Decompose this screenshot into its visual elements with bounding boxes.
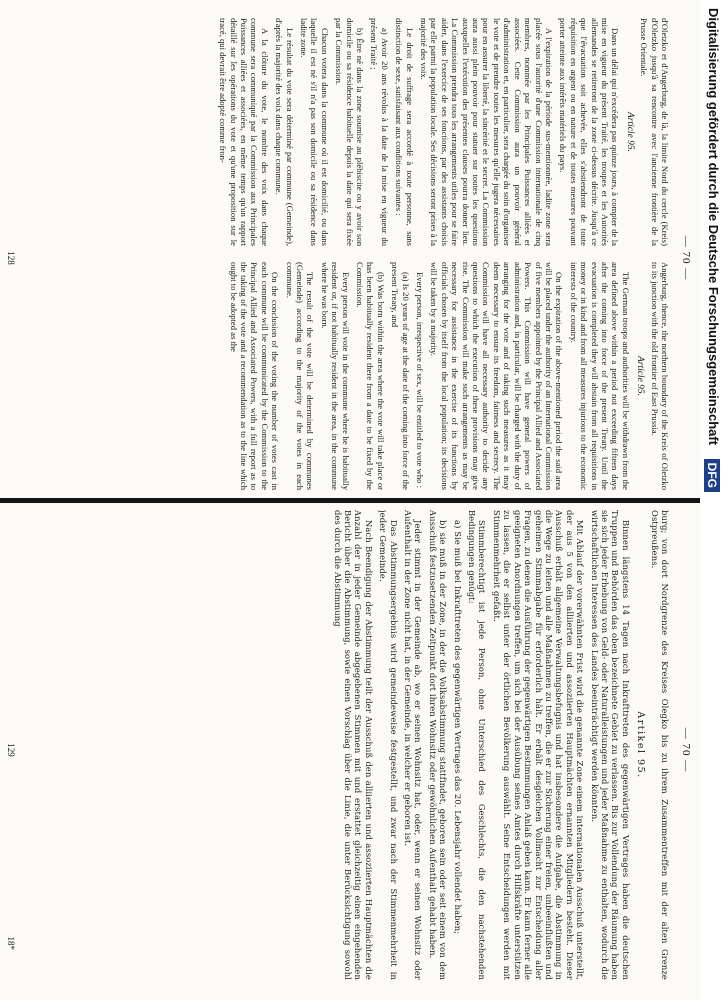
paragraph: Stimmberechtigt ist jede Person, ohne Unterschied des Geschlechts, die den nachstehenden Bedingungen genügt:	[467, 510, 488, 980]
paragraph: On the conclusion of the voting the number of votes cast in each commune will be communicated by the Commission to the Principal Allied and Associated Powers, with a full report as to the taking of the vote and a recommendation as to the line which ought to be adopted as the	[228, 262, 281, 490]
paragraph: Dans un délai qui n'excédera pas quinze jours, à compter de la mise en vigueur du présent Traité, les troupes et les Autorités allemandes se retireront de la zone ci-dessus décrite. Jusqu'à ce que l'évacuation soit achevée, elles s'abstiendront de toute réquisition en argent ou en nature et de toutes mesures pouvant porter atteinte aux intérêts matériels du pays.	[558, 18, 621, 246]
paragraph: Jeder stimmt in der Gemeinde ab, wo er seinen Wohnsitz hat, oder, wenn er seinen Wohnsitz oder Aufenthalt in der Zone nicht hat, in der Gemeinde, in welcher er geboren ist.	[403, 510, 424, 980]
article-heading: Artikel 95.	[635, 711, 647, 779]
paragraph: A la clôture du vote, le nombre des voix dans chaque commune sera communiqué par la Commission aux Principales Puissances alliées et associées, en même temps qu'un rapport détaillé sur les opérations du vote et qu'une proposition sur le tracé, qui devrait être adopté comme fron-	[218, 18, 270, 246]
article-heading: Article 95.	[635, 355, 646, 397]
paragraph: b) sie muß in der Zone, in der die Volksabstimmung stattfindet, geboren sein oder seit einem von dem Ausschuß festzusetzenden Zeitpunkt dort ihren Wohnsitz oder gewöhnlichen Aufenthalt gehabt haben.	[427, 510, 449, 980]
paragraph: d'Oletzko et d'Angerburg, de là, la limite Nord du cercle (Kreis) d'Oletzko jusqu'à sa rencontre avec l'ancienne frontière de la Prusse Orientale.	[639, 18, 670, 246]
paragraph: On the expiration of the above-mentioned period the said area will be placed under the authority of an International Commission of five members appointed by the Principal Allied and Associated Powers. This Commission will have general powers of administration and, in particular, will be charged with the duty of arranging for the vote and of taking such measures as it may deem necessary to ensure its freedom, fairness and secrecy. The Commission will have all necessary authority to decide any questions to which the execution of these provisions may give rise. The Commission will make such arrangements as may be necessary for assistance in the exercise of its functions by officials chosen by itself from the local population; its decisions will be taken by a majority.	[429, 262, 565, 490]
signature-mark: 18*	[6, 936, 16, 950]
page-number: 128	[6, 251, 16, 265]
german-column	[328, 510, 670, 980]
funding-sidebar	[700, 0, 727, 1000]
paragraph: Every person will vote in the commune where he is habitually resident or, if not habitually resident in the area, in the commune where he was born.	[319, 262, 351, 490]
funding-credit-text: Digitalisierung gefördert durch die Deutsche Forschungsgemeinschaft	[706, 8, 721, 446]
paragraph: Binnen längstens 14 Tagen nach Inkrafttreten des gegenwärtigen Vertrages haben die deutschen Truppen und Behörden das oben bezeichnete Gebiet zu verlassen. Bis zur Vollendung der Räumung haben sie sich jeder Erhebung von Geld- oder Naturalleistungen und jeder Maßnahme zu enthalten, wodurch die wirtschaftlichen Interessen des Landes beeinträchtigt werden könnten.	[589, 510, 631, 980]
paragraph: The German troops and authorities will be withdrawn from the area defined above within a period not exceeding fifteen days after the coming into force of the present Treaty. Until the evacuation is completed they will abstain from all requisitions in money or in kind and from all measures injurious to the economic interests of the country.	[568, 262, 631, 490]
running-head: — 70 —	[680, 235, 692, 281]
book-gutter	[0, 498, 700, 503]
running-head: — 70 —	[680, 727, 692, 773]
french-column	[214, 18, 670, 246]
paragraph: a) Sie muß bei Inkrafttreten des gegenwärtigen Vertrages das 20. Lebensjahr vollendet haben;	[452, 520, 463, 935]
paragraph: Mit Ablauf der vorerwähnten Frist wird die genannte Zone einem internationalen Ausschuß unterstellt, der aus 5 von den alliierten und assoziierten Hauptmächten ernannten Mitgliedern besteht. Dieser Ausschuß erhält allgemeine Verwaltungsbefugnis und hat insbesondere die Aufgabe, die Abstimmung in die Wege zu leiten und alle Maßnahmen zu treffen, die er zur Sicherung einer freien, unbeeinflußten und geheimen Stimmabgabe für erforderlich hält. Er erhält desgleichen Vollmacht zur Entscheidung aller Fragen, zu denen die Ausführung der gegenwärtigen Bestimmungen Anlaß geben kann. Er kann ferner alle geeigneten Anordnungen treffen, um sich bei der Ausübung seines Amtes durch Hilfskräfte unterstützen zu lassen, die er selbst unter der örtlichen Bevölkerung auswählt. Seine Entscheidungen werden mit Stimmenmehrheit gefaßt.	[491, 510, 586, 980]
paragraph: Das Abstimmungsergebnis wird gemeindeweise festgestellt, und zwar nach der Stimmenmehrheit in jeder Gemeinde.	[378, 510, 399, 980]
paragraph: (b) Was born within the area where the vote will take place or has been habitually resident there from a date to be fixed by the Commission.	[355, 262, 386, 490]
left-page	[0, 18, 700, 498]
paragraph: Nach Beendigung der Abstimmung teilt der Ausschuß den alliierten und assoziierten Hauptmächten die Anzahl der in jeder Gemeinde abgegebenen Stimmen mit und erstattet gleichzeitig einen eingehenden Bericht über die Abstimmung, sowie einen Vorschlag über die Linie, die unter Berücksichtigung sowohl des durch die Abstimmung	[332, 510, 374, 980]
english-column	[224, 262, 670, 490]
paragraph: a) Avoir 20 ans révolus à la date de la mise en vigueur du présent Traité ;	[369, 18, 390, 246]
funding-credit	[700, 0, 726, 1008]
paragraph: The result of the vote will be determined by communes (Gemeinde) according to the majority of the votes in each commune.	[284, 262, 316, 490]
paragraph: burg; von dort Nordgrenze des Kreises Olegko bis zu ihrem Zusammentreffen mit der alten Grenze Ostpreußens.	[649, 510, 670, 980]
right-page	[0, 510, 700, 990]
page-number	[6, 510, 16, 990]
article-heading: Article 95.	[624, 111, 635, 153]
page-number-value: 129	[6, 743, 16, 757]
paragraph: A l'expiration de la période sus-mentionnée, ladite zone sera placée sous l'autorité d'une Commission internationale de cinq membres, nommée par les Principales Puissances alliées et associées. Cette Commission aura un pouvoir général d'administration et, en particulier, sera chargée du soin d'organiser le vote et de prendre toutes les mesures qu'elle jugera nécessaires pour en assurer la liberté, la sincérité et le secret. La Commission aura aussi plein pouvoir pour statuer sur toutes les questions auxquelles l'exécution des présentes clauses pourra donner lieu. La Commission prendra tous les arrangements utiles pour se faire aider, dans l'exercice de ses fonctions, par des assistants choisis par elle parmi la population locale. Ses décisions seront prises à la majorité des voix.	[419, 18, 554, 246]
paragraph: Le résultat du vote sera déterminé par commune (Gemeinde), d'après la majorité des voix dans chaque commune.	[274, 18, 295, 246]
paragraph: Le droit de suffrage sera accordé à toute personne, sans distinction de sexe, satisfaisant aux conditions suivantes :	[394, 18, 415, 246]
paragraph: Chacun votera dans la commune où il est domicilié, ou dans laquelle il est né s'il n'a pas son domicile ou sa résidence dans ladite zone.	[299, 18, 330, 246]
paragraph: Every person, irrespective of sex, will be entitled to vote who :	[415, 272, 426, 488]
paragraph: Angerburg, thence, the northern boundary of the Kreis of Oletzko to its junction with the old frontier of East Prussia.	[649, 262, 670, 490]
dfg-logo: DFG	[704, 459, 720, 492]
paragraph: b) Être né dans la zone soumise au plébiscite ou y avoir son domicile ou sa résidence habituelle depuis la date qui sera fixée par la Commission.	[334, 18, 366, 246]
paragraph: (a) Is 20 years of age at the date of the coming into force of the present Treaty, and	[390, 262, 411, 490]
